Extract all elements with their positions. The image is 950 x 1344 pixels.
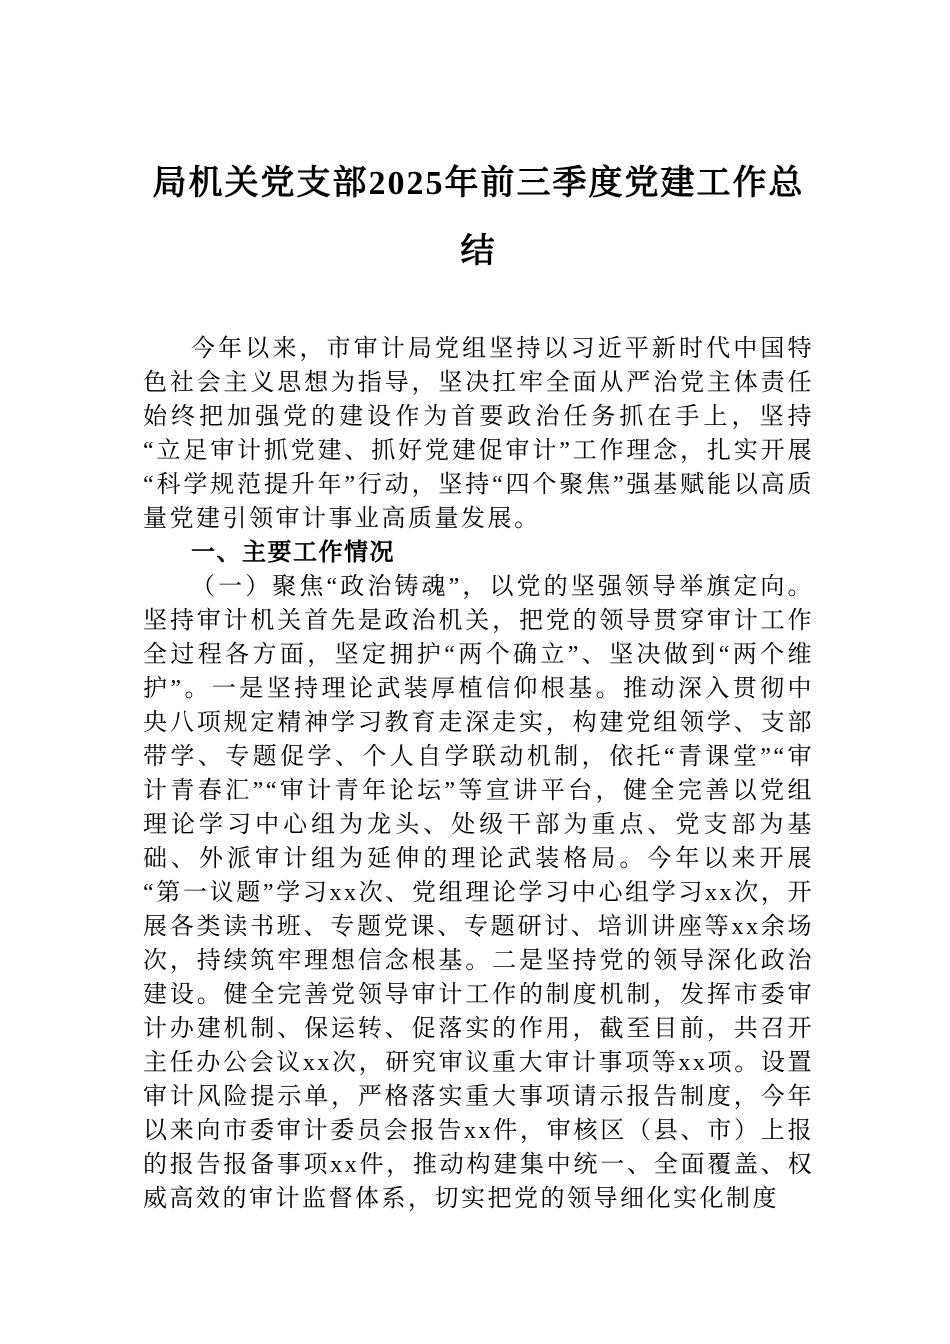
intro-paragraph: 今年以来，市审计局党组坚持以习近平新时代中国特色社会主义思想为指导，坚决扛牢全面从严治党主体责任始终把加强党的建设作为首要政治任务抓在手上，坚持“立足审计抓党建、抓好党建促审计”工作理念，扎实开展“科学规范提升年”行动，坚持“四个聚焦”强基赋能以高质量党建引领审计事业高质量发展。 — [143, 336, 814, 532]
document-title: 局机关党支部2025年前三季度党建工作总结 — [152, 165, 805, 270]
body-paragraph: （一）聚焦“政治铸魂”，以党的坚强领导举旗定向。坚持审计机关首先是政治机关，把党的领导贯穿审计工作全过程各方面，坚定拥护“两个确立”、坚决做到“两个维护”。一是坚持理论武装厚植信仰根基。推动深入贯彻中央八项规定精神学习教育走深走实，构建党组领学、支部带学、专题促学、个人自学联动机制，依托“青课堂”“审计青春汇”“审计青年论坛”等宣讲平台，健全完善以党组理论学习中心组为龙头、处级干部为重点、党支部为基础、外派审计组为延伸的理论武装格局。今年以来开展“第一议题”学习xx次、党组理论学习中心组学习xx次，开展各类读书班、专题党课、专题研讨、培训讲座等xx余场次，持续筑牢理想信念根基。二是坚持党的领导深化政治建设。健全完善党领导审计工作的制度机制，发挥市委审计办建机制、保运转、促落实的作用，截至目前，共召开主任办公会议xx次，研究审议重大审计事项等xx项。设置审计风险提示单，严格落实重大事项请示报告制度，今年以来向市委审计委员会报告xx件，审核区（县、市）上报的报告报备事项xx件，推动构建集中统一、全面覆盖、权威高效的审计监督体系，切实把党的领导细化实化制度 — [143, 574, 814, 1212]
section-heading-main-work: 一、主要工作情况 — [191, 539, 395, 566]
